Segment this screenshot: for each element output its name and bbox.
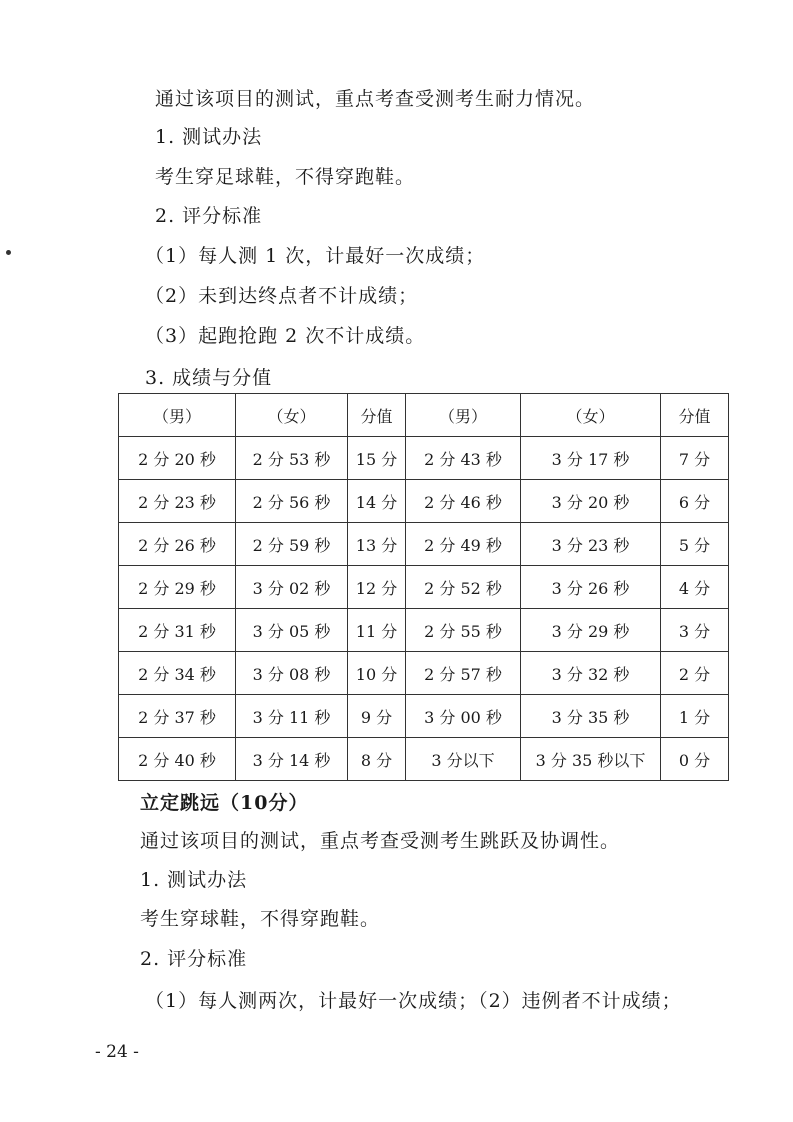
paragraph-endurance-intro: 通过该项目的测试，重点考查受测考生耐力情况。	[155, 88, 596, 110]
score-table	[118, 393, 729, 781]
table-cell: 3 分 14 秒	[236, 738, 348, 781]
table-row	[119, 738, 729, 781]
header-female: （女）	[521, 394, 661, 437]
table-cell: 2 分 57 秒	[406, 652, 521, 695]
header-female: （女）	[236, 394, 348, 437]
table-cell: 2 分 49 秒	[406, 523, 521, 566]
table-cell: 10 分	[348, 652, 406, 695]
paragraph-shoe-rule: 考生穿足球鞋，不得穿跑鞋。	[155, 166, 416, 188]
heading-test-method: 1. 测试办法	[155, 126, 263, 148]
heading-jump-test-method: 1. 测试办法	[140, 869, 248, 891]
table-cell: 3 分 23 秒	[521, 523, 661, 566]
table-cell: 9 分	[348, 695, 406, 738]
table-cell: 15 分	[348, 437, 406, 480]
page-number: - 24 -	[95, 1042, 139, 1062]
table-cell: 2 分	[661, 652, 729, 695]
table-row	[119, 652, 729, 695]
table-cell: 3 分 35 秒	[521, 695, 661, 738]
table-cell: 3 分 11 秒	[236, 695, 348, 738]
table-cell: 2 分 20 秒	[119, 437, 236, 480]
table-cell: 0 分	[661, 738, 729, 781]
table-cell: 3 分 00 秒	[406, 695, 521, 738]
table-row	[119, 523, 729, 566]
table-cell: 1 分	[661, 695, 729, 738]
rule-item-2: （2）未到达终点者不计成绩；	[145, 285, 419, 307]
header-male: （男）	[119, 394, 236, 437]
paragraph-jump-shoe-rule: 考生穿球鞋，不得穿跑鞋。	[140, 908, 381, 930]
table-cell: 13 分	[348, 523, 406, 566]
table-cell: 3 分 20 秒	[521, 480, 661, 523]
table-cell: 3 分	[661, 609, 729, 652]
table-cell: 3 分 26 秒	[521, 566, 661, 609]
table-cell: 2 分 34 秒	[119, 652, 236, 695]
paragraph-jump-intro: 通过该项目的测试，重点考查受测考生跳跃及协调性。	[140, 830, 621, 852]
table-cell: 2 分 37 秒	[119, 695, 236, 738]
header-score: 分值	[661, 394, 729, 437]
table-cell: 2 分 31 秒	[119, 609, 236, 652]
table-cell: 2 分 43 秒	[406, 437, 521, 480]
table-cell: 6 分	[661, 480, 729, 523]
table-cell: 2 分 52 秒	[406, 566, 521, 609]
table-row	[119, 566, 729, 609]
table-row	[119, 480, 729, 523]
section-title-standing-long-jump: 立定跳远（10分）	[140, 792, 309, 814]
table-cell: 7 分	[661, 437, 729, 480]
table-cell: 3 分 32 秒	[521, 652, 661, 695]
table-cell: 5 分	[661, 523, 729, 566]
table-cell: 2 分 29 秒	[119, 566, 236, 609]
table-row	[119, 609, 729, 652]
table-cell: 4 分	[661, 566, 729, 609]
table-cell: 11 分	[348, 609, 406, 652]
table-cell: 2 分 26 秒	[119, 523, 236, 566]
table-cell: 3 分 29 秒	[521, 609, 661, 652]
table-cell: 2 分 53 秒	[236, 437, 348, 480]
table-row	[119, 437, 729, 480]
table-cell: 3 分 35 秒以下	[521, 738, 661, 781]
heading-scoring-standard: 2. 评分标准	[155, 205, 263, 227]
table-row	[119, 695, 729, 738]
header-score: 分值	[348, 394, 406, 437]
heading-score-values: 3. 成绩与分值	[145, 367, 273, 389]
table-cell: 3 分 05 秒	[236, 609, 348, 652]
table-cell: 3 分 17 秒	[521, 437, 661, 480]
table-cell: 12 分	[348, 566, 406, 609]
table-cell: 2 分 55 秒	[406, 609, 521, 652]
heading-jump-scoring: 2. 评分标准	[140, 948, 248, 970]
table-cell: 3 分以下	[406, 738, 521, 781]
table-cell: 8 分	[348, 738, 406, 781]
jump-rule-items: （1）每人测两次，计最好一次成绩；（2）违例者不计成绩；	[145, 990, 682, 1012]
table-cell: 3 分 02 秒	[236, 566, 348, 609]
rule-item-1: （1）每人测 1 次，计最好一次成绩；	[145, 245, 486, 267]
table-cell: 2 分 59 秒	[236, 523, 348, 566]
table-header-row	[119, 394, 729, 437]
table-cell: 14 分	[348, 480, 406, 523]
header-male: （男）	[406, 394, 521, 437]
table-cell: 2 分 46 秒	[406, 480, 521, 523]
scan-mark	[6, 250, 11, 255]
table-cell: 3 分 08 秒	[236, 652, 348, 695]
table-cell: 2 分 40 秒	[119, 738, 236, 781]
table-cell: 2 分 56 秒	[236, 480, 348, 523]
rule-item-3: （3）起跑抢跑 2 次不计成绩。	[145, 325, 426, 347]
table-cell: 2 分 23 秒	[119, 480, 236, 523]
